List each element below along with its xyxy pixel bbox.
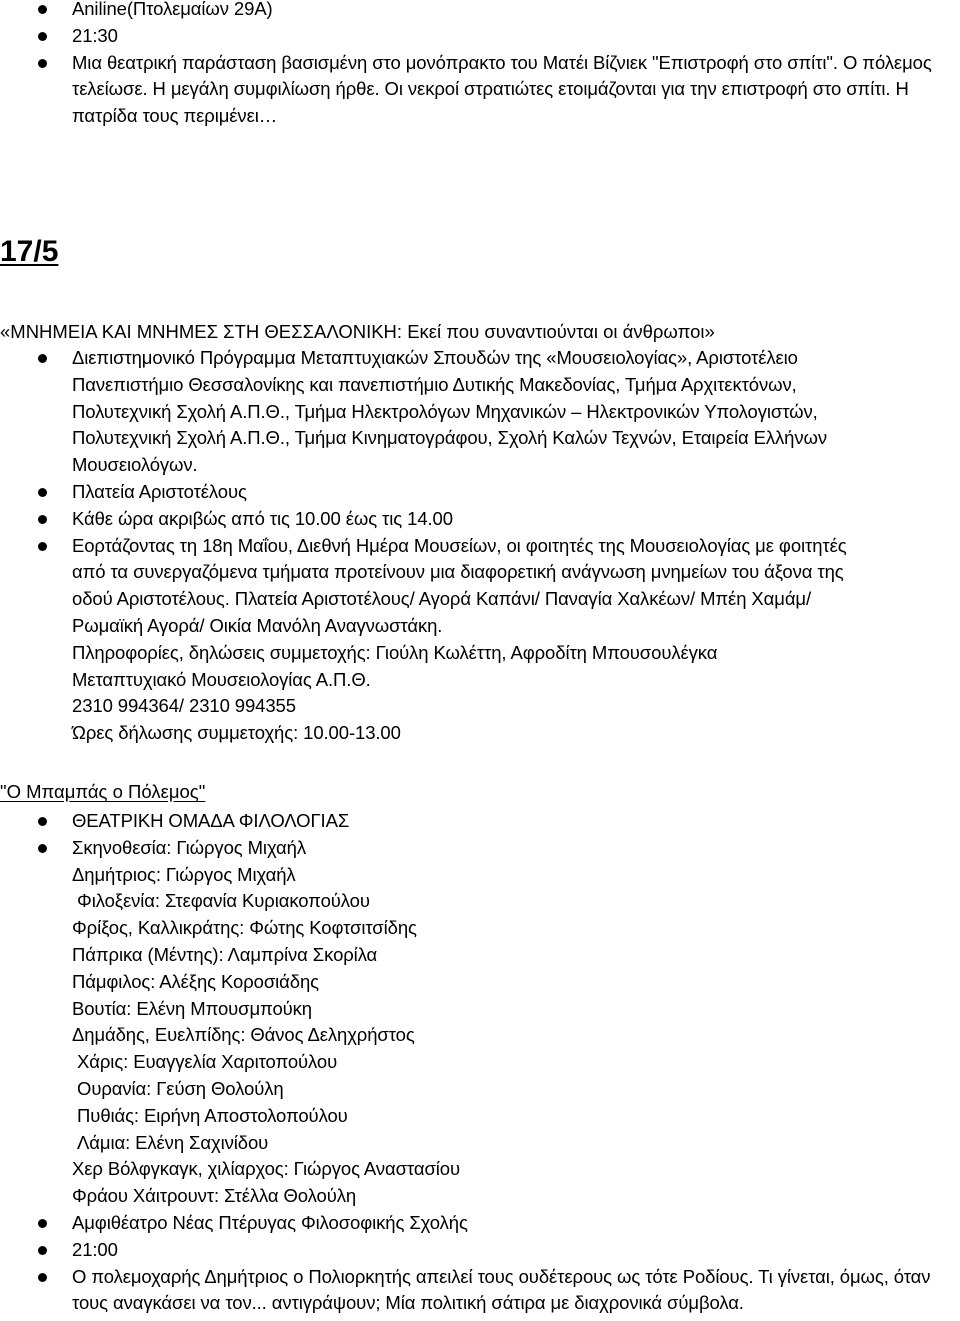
event-details-list-play	[0, 808, 960, 1317]
list-item	[0, 969, 960, 996]
list-item-text: Φράου Χάιτρουντ: Στέλλα Θολούλη	[72, 1185, 357, 1207]
list-item-text: Χερ Βόλφγκαγκ, χιλίαρχος: Γιώργος Αναστασίου	[72, 1158, 460, 1180]
list-item-text: 21:30	[72, 24, 118, 46]
list-item	[0, 1183, 960, 1210]
bullet-icon	[38, 5, 47, 14]
event-details-list-top	[0, 0, 960, 130]
bullet-icon	[38, 844, 47, 853]
list-item-line: Πολυτεχνική Σχολή Α.Π.Θ., Τμήμα Ηλεκτρολόγων Μηχανικών – Ηλεκτρονικών Υπολογιστών,	[72, 400, 818, 422]
list-item-text: Μια θεατρική παράσταση βασισμένη στο μονόπρακτο του Ματέι Βίζνιεκ "Επιστροφή στο σπίτι". Ο πόλεμος τελείωσε. Η μεγάλη συμφιλίωση ήρθε. Οι νεκροί στρατιώτες ετοιμάζονται για την επιστροφή στο σπίτι. Η πατρίδα τους περιμένει…	[72, 51, 932, 127]
event-title-play: "Ο Μπαμπάς ο Πόλεμος"	[0, 781, 206, 802]
list-item	[0, 942, 960, 969]
list-item-text: Ουρανία: Γεύση Θολούλη	[72, 1077, 284, 1099]
list-item	[0, 1103, 960, 1130]
list-item	[0, 1210, 960, 1237]
list-item-line: Εορτάζοντας τη 18η Μαΐου, Διεθνή Ημέρα Μουσείων, οι φοιτητές της Μουσειολογίας με φοιτητές	[72, 534, 847, 556]
list-item-line: Κάθε ώρα ακριβώς από τις 10.00 έως τις 14.00	[72, 507, 453, 529]
list-item-text: Σκηνοθεσία: Γιώργος Μιχαήλ	[72, 836, 306, 858]
list-item-line: Διεπιστημονικό Πρόγραμμα Μεταπτυχιακών Σπουδών της «Μουσειολογίας», Αριστοτέλειο	[72, 347, 798, 368]
bullet-icon	[38, 817, 47, 826]
list-item	[0, 1264, 960, 1318]
list-item	[0, 996, 960, 1023]
list-item	[0, 1049, 960, 1076]
list-item-text: Πάπρικα (Μέντης): Λαμπρίνα Σκορίλα	[72, 943, 378, 965]
bullet-icon	[38, 32, 47, 41]
list-item	[0, 479, 960, 506]
bullet-icon	[38, 488, 47, 497]
list-item-line: Πληροφορίες, δηλώσεις συμμετοχής: Γιούλη Κωλέττη, Αφροδίτη Μπουσουλέγκα	[72, 641, 718, 663]
list-item-text: Δημάδης, Ευελπίδης: Θάνος Δεληχρήστος	[72, 1024, 415, 1046]
list-item-time	[0, 23, 960, 50]
list-item	[0, 1130, 960, 1157]
list-item-text: Πυθιάς: Ειρήνη Αποστολοπούλου	[72, 1104, 348, 1126]
bullet-icon	[38, 542, 47, 551]
list-item	[0, 862, 960, 889]
bullet-icon	[38, 354, 47, 363]
list-item-text: Λάμια: Ελένη Σαχινίδου	[72, 1131, 269, 1153]
list-item	[0, 506, 960, 533]
list-item	[0, 1076, 960, 1103]
list-item-text: Δημήτριος: Γιώργος Μιχαήλ	[72, 863, 296, 885]
list-item	[0, 888, 960, 915]
list-item-line: Πανεπιστήμιο Θεσσαλονίκης και πανεπιστήμιο Δυτικής Μακεδονίας, Τμήμα Αρχιτεκτόνων,	[72, 373, 797, 395]
list-item	[0, 345, 960, 479]
list-item-line: Πολυτεχνική Σχολή Α.Π.Θ., Τμήμα Κινηματογράφου, Σχολή Καλών Τεχνών, Εταιρεία Ελλήνων	[72, 427, 828, 449]
bullet-icon	[38, 59, 47, 68]
list-item	[0, 808, 960, 835]
list-item	[0, 1237, 960, 1264]
list-item-text: Φρίξος, Καλλικράτης: Φώτης Κοφτσιτσίδης	[72, 917, 417, 939]
list-item-text: Αμφιθέατρο Νέας Πτέρυγας Φιλοσοφικής Σχολής	[72, 1211, 468, 1233]
bullet-icon	[38, 1246, 47, 1255]
list-item-line: Πλατεία Αριστοτέλους	[72, 480, 247, 502]
list-item-venue	[0, 0, 960, 23]
list-item-description	[0, 50, 960, 130]
list-item-line: 2310 994364/ 2310 994355	[72, 695, 296, 717]
list-item-line: από τα συνεργαζόμενα τμήματα προτείνουν μια διαφορετική ανάγνωση μνημείων του άξονα της	[72, 561, 844, 583]
list-item-line: Ρωμαϊκή Αγορά/ Οικία Μανόλη Αναγνωστάκη.	[72, 614, 443, 636]
list-item-text: ΘΕΑΤΡΙΚΗ ΟΜΑΔΑ ΦΙΛΟΛΟΓΙΑΣ	[72, 810, 350, 831]
list-item	[0, 1156, 960, 1183]
bullet-icon	[38, 1219, 47, 1228]
list-item-line: Μεταπτυχιακό Μουσειολογίας Α.Π.Θ.	[72, 668, 371, 690]
date-heading: 17/5	[0, 235, 59, 268]
bullet-icon	[38, 515, 47, 524]
list-item	[0, 915, 960, 942]
bullet-icon	[38, 1273, 47, 1282]
list-item	[0, 533, 960, 747]
list-item-line: Ώρες δήλωσης συμμετοχής: 10.00-13.00	[72, 722, 401, 744]
list-item-text: Πάμφιλος: Αλέξης Κοροσιάδης	[72, 970, 319, 992]
list-item-line: οδού Αριστοτέλους. Πλατεία Αριστοτέλους/ Αγορά Καπάνι/ Παναγία Χαλκέων/ Μπέη Χαμάμ/	[72, 588, 812, 610]
list-item-text: 21:00	[72, 1238, 118, 1260]
list-item-line: Μουσειολόγων.	[72, 454, 198, 476]
list-item	[0, 1022, 960, 1049]
list-item-text: Βουτία: Ελένη Μπουσμπούκη	[72, 997, 312, 1019]
list-item-text: Χάρις: Ευαγγελία Χαριτοπούλου	[72, 1051, 338, 1073]
event-title-monuments: «ΜΝΗΜΕΙΑ ΚΑΙ ΜΝΗΜΕΣ ΣΤΗ ΘΕΣΣΑΛΟΝΙΚΗ: Εκεί που συναντιούνται οι άνθρωποι»	[0, 321, 715, 342]
list-item-text: Aniline(Πτολεμαίων 29Α)	[72, 0, 273, 19]
list-item-text: Ο πολεμοχαρής Δημήτριος ο Πολιορκητής απειλεί τους ουδέτερους ως τότε Ροδίους. Τι γίνεται, όμως, όταν τους αναγκάσει να τον... αντιγράψουν; Μία πολιτική σάτιρα με διαχρονικά σύμβολα.	[72, 1265, 936, 1314]
list-item	[0, 835, 960, 862]
list-item-text: Φιλοξενία: Στεφανία Κυριακοπούλου	[72, 890, 370, 912]
event-details-list-monuments	[0, 345, 960, 747]
